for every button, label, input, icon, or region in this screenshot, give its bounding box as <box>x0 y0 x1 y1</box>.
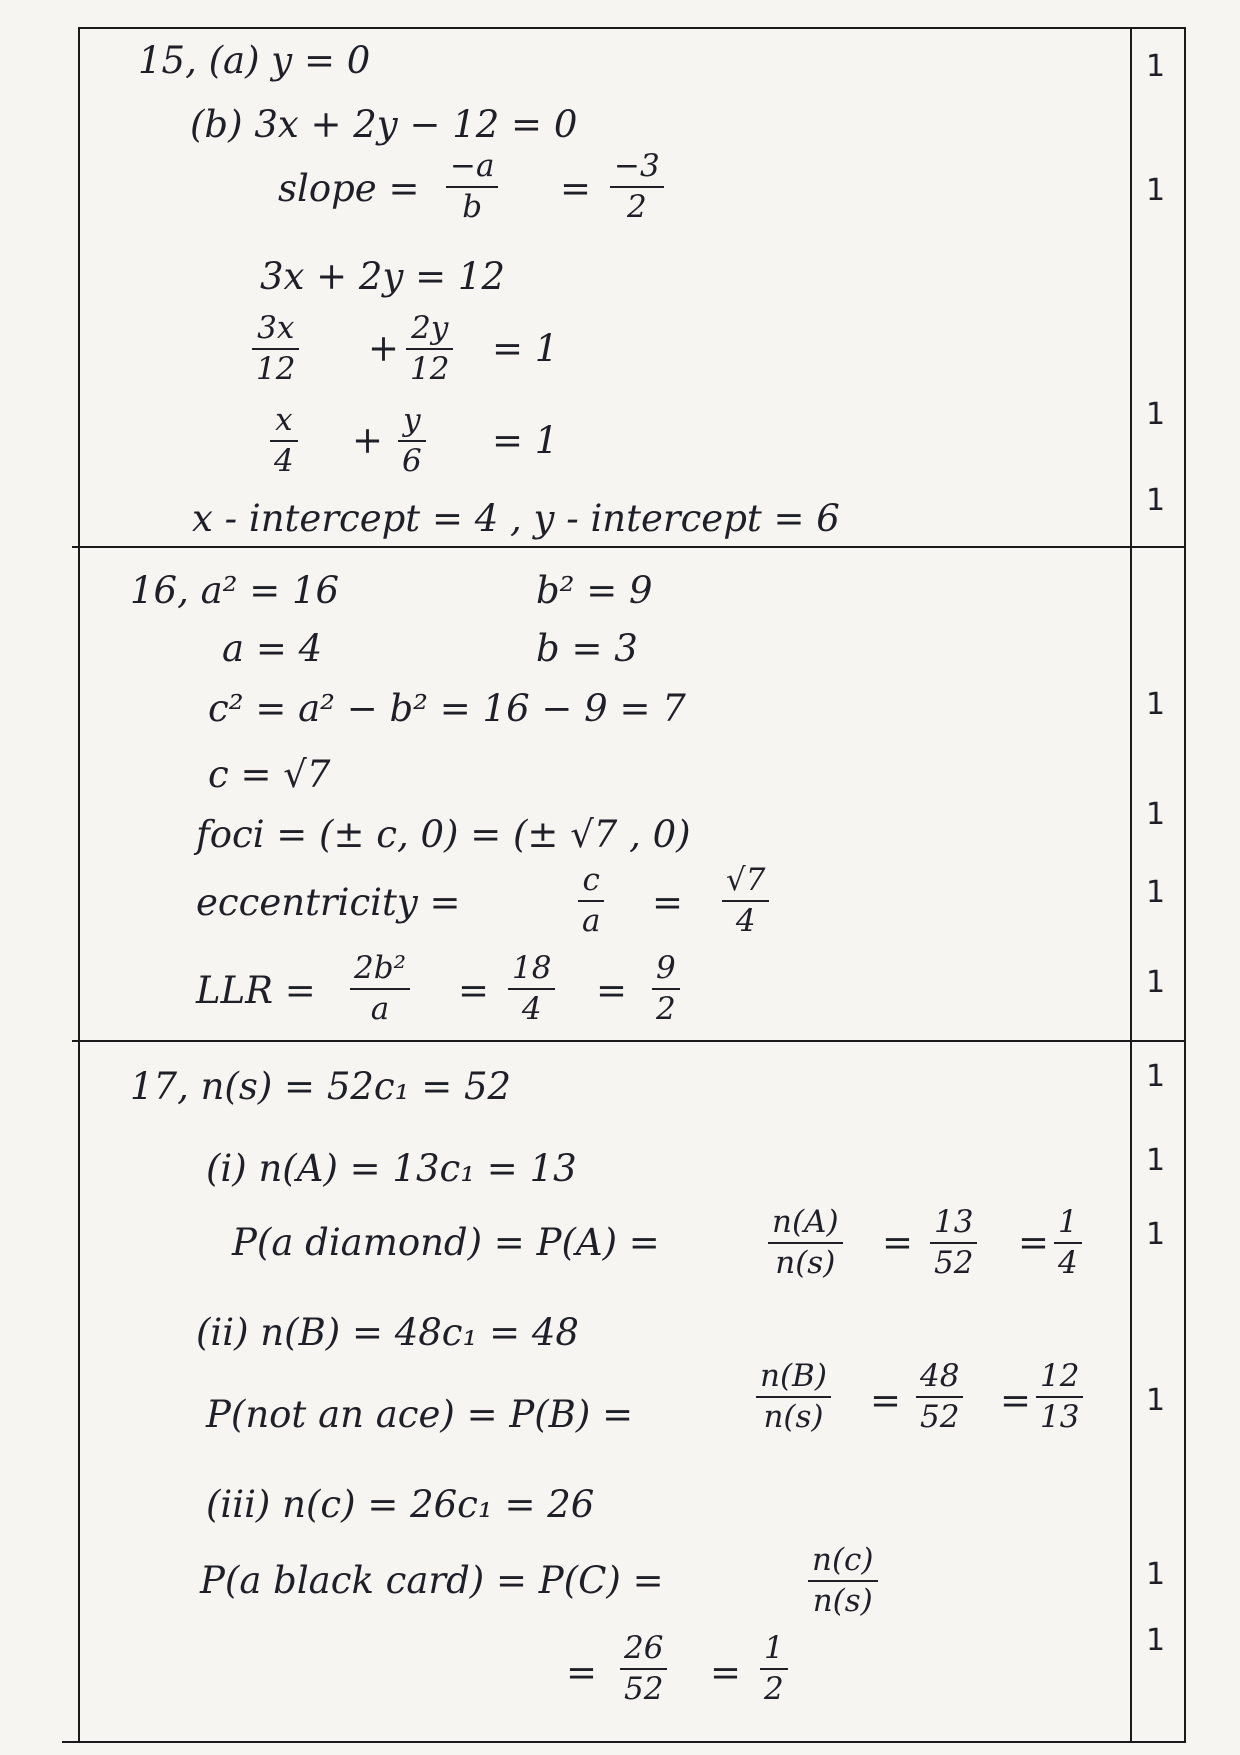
mark-9: 1 <box>1146 1059 1166 1094</box>
q15-divide-fraction-1: 3x 12 <box>252 312 299 385</box>
q16-b: b = 3 <box>536 627 638 670</box>
q16-b-squared: b² = 9 <box>536 569 653 612</box>
q15-slope-label: slope = <box>278 167 420 210</box>
mark-10: 1 <box>1146 1143 1166 1178</box>
mark-6: 1 <box>1146 797 1166 832</box>
q16-llr-label: LLR = <box>196 969 316 1012</box>
q17-iii-fraction-1: n(c) n(s) <box>808 1544 878 1617</box>
q17-sample-space: 17, n(s) = 52c₁ = 52 <box>130 1065 512 1108</box>
q17-iii-n-c: (iii) n(c) = 26c₁ = 26 <box>206 1483 595 1526</box>
q15-slope-equals: = <box>560 167 592 210</box>
q16-llr-equals-1: = <box>458 969 490 1012</box>
q15-intercepts: x - intercept = 4 , y - intercept = 6 <box>192 497 840 540</box>
q15-part-b-equation: (b) 3x + 2y − 12 = 0 <box>190 103 578 146</box>
q15-equals-one-2: = 1 <box>492 419 559 462</box>
q16-eccentricity-fraction-2: √7 4 <box>722 864 769 937</box>
q17-ii-equals-1: = <box>870 1379 902 1422</box>
frame-bottom-line <box>62 1741 1186 1743</box>
mark-1: 1 <box>1146 49 1166 84</box>
q17-i-fraction-3: 1 4 <box>1054 1206 1082 1279</box>
q15-plus-2: + <box>352 419 384 462</box>
q17-iii-fraction-2: 26 52 <box>620 1632 667 1705</box>
q17-ii-equals-2: = <box>1000 1379 1032 1422</box>
mark-12: 1 <box>1146 1383 1166 1418</box>
q17-i-equals-1: = <box>882 1221 914 1264</box>
q15-part-a: 15, (a) y = 0 <box>138 39 371 82</box>
q17-iii-fraction-3: 1 2 <box>760 1632 788 1705</box>
q17-i-n-a: (i) n(A) = 13c₁ = 13 <box>206 1147 577 1190</box>
q16-llr-fraction-3: 9 2 <box>652 952 680 1025</box>
q17-i-equals-2: = <box>1018 1221 1050 1264</box>
mark-14: 1 <box>1146 1623 1166 1658</box>
q16-eccentricity-equals: = <box>652 881 684 924</box>
q17-ii-probability-label: P(not an ace) = P(B) = <box>206 1393 634 1436</box>
frame-left-line <box>78 27 80 1743</box>
q17-i-probability-label: P(a diamond) = P(A) = <box>232 1221 660 1264</box>
mark-8: 1 <box>1146 965 1166 1000</box>
mark-7: 1 <box>1146 875 1166 910</box>
q16-c: c = √7 <box>208 753 331 796</box>
q17-ii-fraction-3: 12 13 <box>1036 1360 1083 1433</box>
frame-right-line <box>1184 27 1186 1743</box>
q15-intercept-fraction-1: x 4 <box>270 404 298 477</box>
q16-c-squared: c² = a² − b² = 16 − 9 = 7 <box>208 687 686 730</box>
q17-ii-fraction-1: n(B) n(s) <box>756 1360 831 1433</box>
q16-llr-equals-2: = <box>596 969 628 1012</box>
mark-13: 1 <box>1146 1557 1166 1592</box>
divider-q16-q17 <box>72 1040 1186 1042</box>
mark-2: 1 <box>1146 173 1166 208</box>
q15-equals-one-1: = 1 <box>492 327 559 370</box>
divider-q15-q16 <box>72 546 1186 548</box>
q15-intercept-fraction-2: y 6 <box>398 404 426 477</box>
q17-iii-equals-1: = <box>566 1651 598 1694</box>
q16-llr-fraction-1: 2b² a <box>350 952 410 1025</box>
mark-5: 1 <box>1146 687 1166 722</box>
q15-slope-fraction-2: −3 2 <box>610 150 664 223</box>
q15-plus-1: + <box>368 327 400 370</box>
q15-slope-fraction-1: −a b <box>446 150 498 223</box>
q17-i-fraction-2: 13 52 <box>930 1206 977 1279</box>
q16-foci: foci = (± c, 0) = (± √7 , 0) <box>196 813 691 856</box>
q17-iii-equals-2: = <box>710 1651 742 1694</box>
q17-i-fraction-1: n(A) n(s) <box>768 1206 843 1279</box>
frame-top-line <box>78 27 1186 29</box>
q16-eccentricity-fraction-1: c a <box>578 864 604 937</box>
q17-ii-n-b: (ii) n(B) = 48c₁ = 48 <box>196 1311 579 1354</box>
mark-11: 1 <box>1146 1217 1166 1252</box>
q15-rearranged: 3x + 2y = 12 <box>260 255 505 298</box>
q16-a-squared: 16, a² = 16 <box>130 569 340 612</box>
q16-a: a = 4 <box>222 627 323 670</box>
q17-ii-fraction-2: 48 52 <box>916 1360 963 1433</box>
q16-llr-fraction-2: 18 4 <box>508 952 555 1025</box>
marks-column-line <box>1130 27 1132 1743</box>
mark-3: 1 <box>1146 397 1166 432</box>
q15-divide-fraction-2: 2y 12 <box>406 312 453 385</box>
mark-4: 1 <box>1146 483 1166 518</box>
q17-iii-probability-label: P(a black card) = P(C) = <box>200 1559 664 1602</box>
q16-eccentricity-label: eccentricity = <box>196 881 461 924</box>
